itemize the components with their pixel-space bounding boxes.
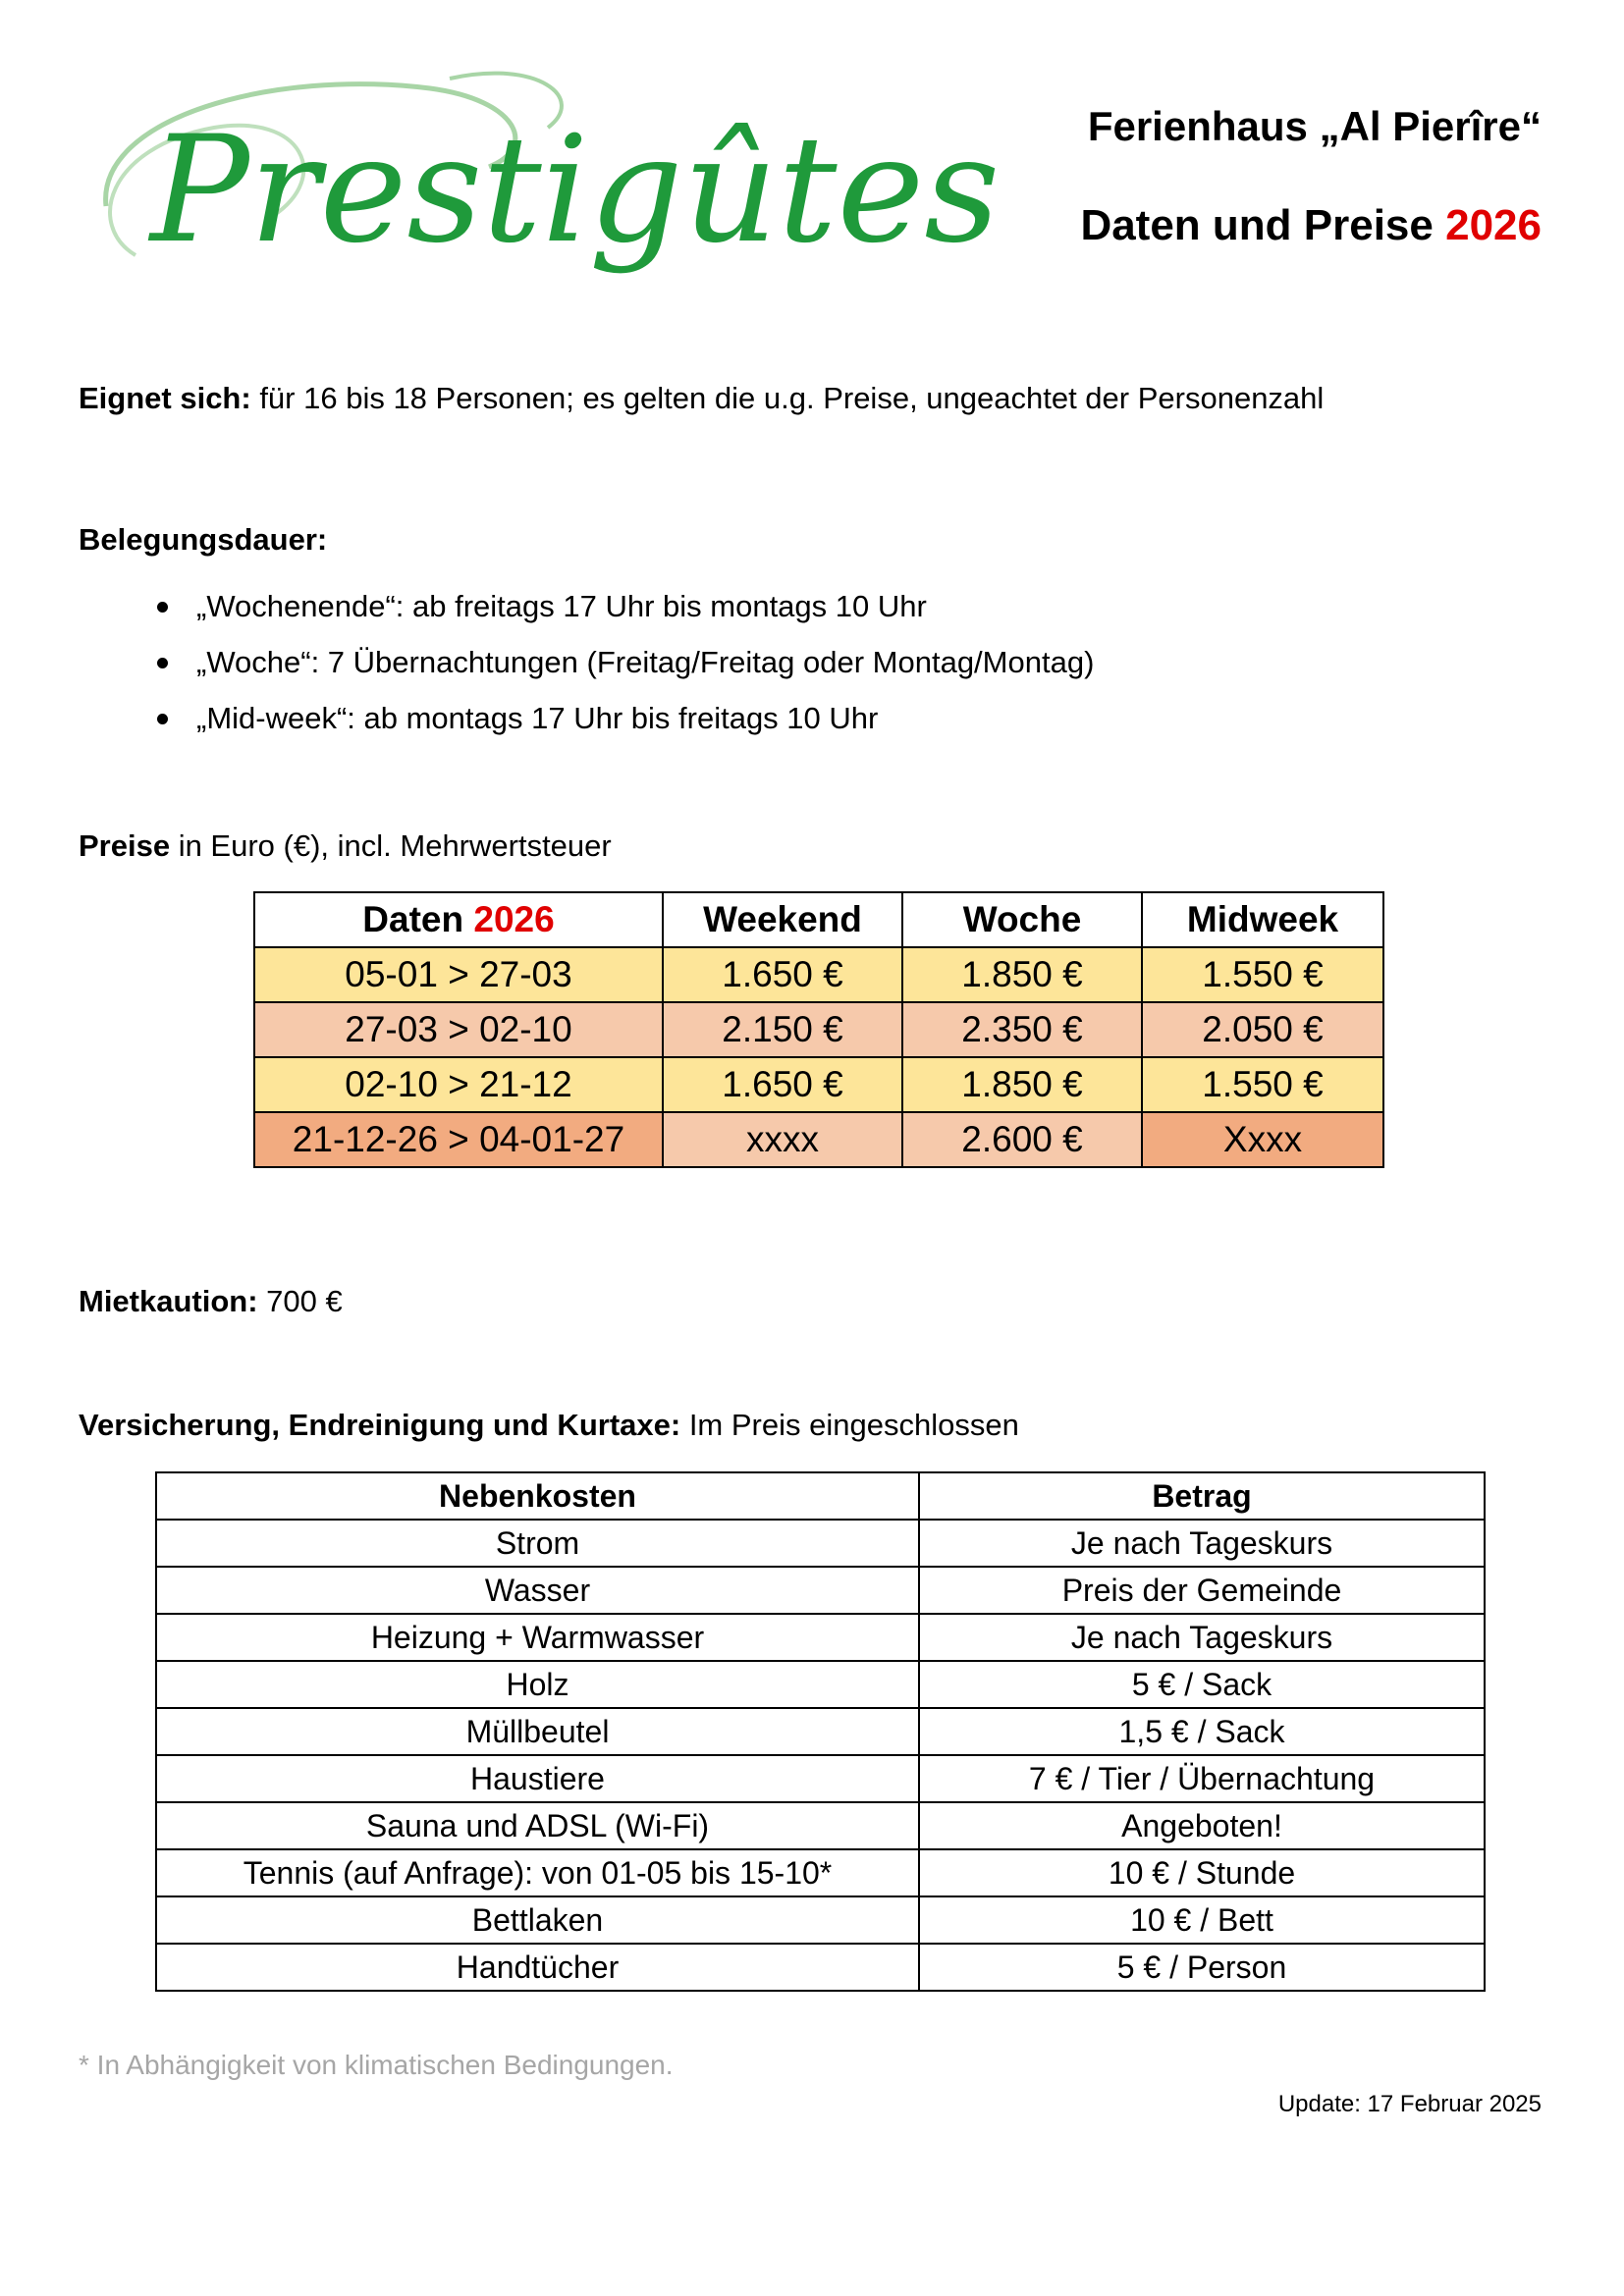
duration-heading xyxy=(79,522,327,558)
table-row xyxy=(254,1002,1383,1057)
price-weekend: 1.650 € xyxy=(663,947,902,1002)
cost-item: Haustiere xyxy=(156,1755,919,1802)
list-item xyxy=(157,645,1094,701)
cost-item: Bettlaken xyxy=(156,1896,919,1944)
price-weekend: xxxx xyxy=(663,1112,902,1167)
prices-text: in Euro (€), incl. Mehrwertsteuer xyxy=(170,828,612,863)
list-item xyxy=(157,701,1094,757)
cost-amount: 10 € / Stunde xyxy=(919,1849,1485,1896)
deposit-line xyxy=(79,1284,343,1319)
insurance-label: Versicherung, Endreinigung und Kurtaxe: xyxy=(79,1408,681,1442)
cost-amount: 5 € / Person xyxy=(919,1944,1485,1991)
logo-graphic xyxy=(77,59,1001,316)
cost-amount: 1,5 € / Sack xyxy=(919,1708,1485,1755)
header-week: Woche xyxy=(902,892,1142,947)
cost-item: Handtücher xyxy=(156,1944,919,1991)
table-row xyxy=(156,1567,1485,1614)
logo-text: Prestigûtes xyxy=(150,105,1001,276)
price-dates: 27-03 > 02-10 xyxy=(254,1002,663,1057)
insurance-line xyxy=(79,1408,1019,1443)
price-table xyxy=(253,891,1384,1168)
cost-amount: Angeboten! xyxy=(919,1802,1485,1849)
cost-amount: Je nach Tageskurs xyxy=(919,1520,1485,1567)
list-item xyxy=(157,589,1094,645)
prices-label: Preise xyxy=(79,828,171,863)
table-row xyxy=(156,1944,1485,1991)
cost-item: Holz xyxy=(156,1661,919,1708)
bullet-icon xyxy=(157,714,168,724)
cost-item: Tennis (auf Anfrage): von 01-05 bis 15-10* xyxy=(156,1849,919,1896)
duration-list xyxy=(157,589,1094,757)
duration-item-weekend: „Wochenende“: ab freitags 17 Uhr bis montags 10 Uhr xyxy=(196,589,927,623)
header-weekend: Weekend xyxy=(663,892,902,947)
header-amount: Betrag xyxy=(919,1472,1485,1520)
duration-item-midweek: „Mid-week“: ab montags 17 Uhr bis freitags 10 Uhr xyxy=(196,701,879,735)
cost-item: Heizung + Warmwasser xyxy=(156,1614,919,1661)
cost-amount: 5 € / Sack xyxy=(919,1661,1485,1708)
header-dates xyxy=(254,892,663,947)
table-header-row xyxy=(254,892,1383,947)
price-midweek: 2.050 € xyxy=(1142,1002,1383,1057)
cost-item: Sauna und ADSL (Wi-Fi) xyxy=(156,1802,919,1849)
update-date: Update: 17 Februar 2025 xyxy=(1277,2091,1542,2117)
footnote: * In Abhängigkeit von klimatischen Bedingungen. xyxy=(79,2050,674,2080)
table-row xyxy=(156,1614,1485,1661)
price-midweek: 1.550 € xyxy=(1142,1057,1383,1112)
page-title: Ferienhaus „Al Pierîre“ xyxy=(1087,103,1542,149)
duration-label: Belegungsdauer: xyxy=(79,522,328,557)
suitability-text: für 16 bis 18 Personen; es gelten die u.g. Preise, ungeachtet der Personenzahl xyxy=(250,381,1325,415)
price-weekend: 2.150 € xyxy=(663,1002,902,1057)
suitability-line xyxy=(79,381,1324,416)
price-dates: 02-10 > 21-12 xyxy=(254,1057,663,1112)
page-subtitle xyxy=(893,201,1542,249)
table-row xyxy=(156,1849,1485,1896)
company-logo xyxy=(77,59,1001,316)
table-row xyxy=(254,947,1383,1002)
table-row xyxy=(156,1755,1485,1802)
price-midweek: Xxxx xyxy=(1142,1112,1383,1167)
bullet-icon xyxy=(157,602,168,613)
price-week: 2.350 € xyxy=(902,1002,1142,1057)
prices-heading xyxy=(79,828,612,864)
cost-amount: Preis der Gemeinde xyxy=(919,1567,1485,1614)
table-row xyxy=(254,1112,1383,1167)
price-weekend: 1.650 € xyxy=(663,1057,902,1112)
price-week: 1.850 € xyxy=(902,947,1142,1002)
header-dates-text: Daten xyxy=(362,899,474,939)
bullet-icon xyxy=(157,658,168,668)
costs-table xyxy=(155,1471,1486,1992)
cost-amount: Je nach Tageskurs xyxy=(919,1614,1485,1661)
table-header-row xyxy=(156,1472,1485,1520)
table-row xyxy=(156,1896,1485,1944)
header-dates-year: 2026 xyxy=(473,899,555,939)
cost-amount: 10 € / Bett xyxy=(919,1896,1485,1944)
subtitle-text: Daten und Preise xyxy=(1080,201,1446,249)
header-item: Nebenkosten xyxy=(156,1472,919,1520)
price-week: 2.600 € xyxy=(902,1112,1142,1167)
price-midweek: 1.550 € xyxy=(1142,947,1383,1002)
table-row xyxy=(254,1057,1383,1112)
suitability-label: Eignet sich: xyxy=(79,381,251,415)
deposit-label: Mietkaution: xyxy=(79,1284,258,1318)
table-row xyxy=(156,1802,1485,1849)
price-week: 1.850 € xyxy=(902,1057,1142,1112)
deposit-value: 700 € xyxy=(257,1284,343,1318)
table-row xyxy=(156,1661,1485,1708)
price-dates: 05-01 > 27-03 xyxy=(254,947,663,1002)
insurance-text: Im Preis eingeschlossen xyxy=(680,1408,1019,1442)
header-midweek: Midweek xyxy=(1142,892,1383,947)
cost-amount: 7 € / Tier / Übernachtung xyxy=(919,1755,1485,1802)
table-row xyxy=(156,1708,1485,1755)
cost-item: Strom xyxy=(156,1520,919,1567)
table-row xyxy=(156,1520,1485,1567)
subtitle-year: 2026 xyxy=(1445,201,1542,249)
cost-item: Müllbeutel xyxy=(156,1708,919,1755)
duration-item-week: „Woche“: 7 Übernachtungen (Freitag/Freitag oder Montag/Montag) xyxy=(196,645,1095,679)
price-dates: 21-12-26 > 04-01-27 xyxy=(254,1112,663,1167)
cost-item: Wasser xyxy=(156,1567,919,1614)
